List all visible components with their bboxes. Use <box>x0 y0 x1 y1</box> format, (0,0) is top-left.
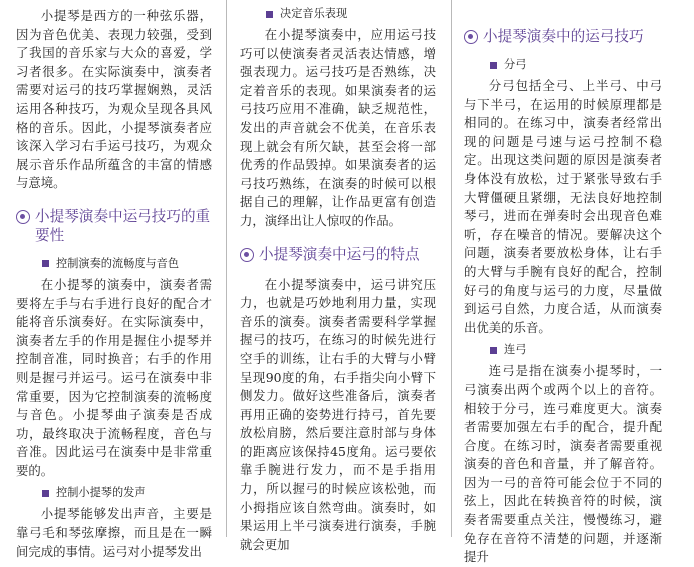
column-left <box>16 7 212 561</box>
column-middle <box>240 5 436 554</box>
intro-paragraph: 小提琴是西方的一种弦乐器，因为音色优美、表现力较强，受到了我国的音乐家与大众的喜爱，学习者很多。在实际演奏中，演奏者需要对运弓的技巧掌握娴熟，灵活运用各种技巧，为观众呈现各具风格的音乐。因此，小提琴演奏者应该深入学习右手运弓技巧，为观众展示音乐作品所蕴含的丰富的情感与意境。 <box>16 8 212 191</box>
square-bullet-icon <box>42 260 49 267</box>
square-bullet-icon <box>490 62 497 69</box>
section-heading <box>464 27 662 46</box>
body-paragraph: 小提琴能够发出声音，主要是靠弓毛和琴弦摩擦，而且是在一瞬间完成的事情。运弓对小提琴发出 <box>16 506 212 559</box>
body-paragraph: 在小提琴演奏中，运弓讲究压力，也就是巧妙地利用力量，实现音乐的演奏。演奏者需要科学掌握握弓的技巧，在练习的时候先进行空手的训练，让右手的大臂与小臂呈现90度的角，右手指尖向小臂下侧发力。做好这些准备后，演奏者再用正确的姿势进行持弓，首先要放松肩膀，然后要注意肘部与身体的距离应该保持45度角。运弓要依靠手腕进行发力，而不是手指用力，所以握弓的时候应该松弛，而小拇指应该自然弯曲。演奏时，如果运用上半弓演奏进行演奏，手腕就会更加 <box>240 276 436 552</box>
section-heading <box>240 245 436 264</box>
subheading-text: 控制小提琴的发声 <box>56 486 146 500</box>
subheading <box>42 484 212 502</box>
column-divider <box>226 0 227 537</box>
subheading <box>490 56 662 74</box>
subheading-text: 分弓 <box>504 58 527 71</box>
column-right <box>464 17 662 567</box>
subheading <box>490 341 662 359</box>
subheading <box>266 5 436 23</box>
column-divider <box>451 0 452 537</box>
bullet-circle-icon <box>16 210 30 224</box>
bullet-circle-icon <box>464 30 478 44</box>
square-bullet-icon <box>266 11 273 18</box>
subheading-text: 决定音乐表现 <box>280 7 348 20</box>
subheading-text: 连弓 <box>504 343 527 357</box>
body-paragraph: 连弓是指在演奏小提琴时，一弓演奏出两个或两个以上的音符。相较于分弓，连弓难度更大。演奏者需要加强左右手的配合，提升配合度。在练习时，演奏者需要重视演奏的音色和音量，并了解音符。因为一弓的音符可能会位于不同的弦上，因此在转换音符的时候，演奏者需要重点关注，慢慢练习，避免存在音符不清楚的问题，并逐渐提升 <box>464 363 662 565</box>
body-paragraph: 在小提琴演奏中，应用运弓技巧可以使演奏者灵活表达情感，增强表现力。运弓技巧是否熟练，决定着音乐的表现。如果演奏者的运弓技巧应用不准确，缺乏规范性，发出的声音就会不优美，在音乐表现上就会有所欠缺，甚至会将一部优秀的作品毁掉。如果演奏者的运弓技巧熟练，在演奏的时候可以根据自己的理解，让作品更富有创造力，演绎出让人惊叹的作品。 <box>240 27 436 228</box>
body-paragraph: 在小提琴的演奏中，演奏者需要将左手与右手进行良好的配合才能将音乐演奏好。在实际演奏中，演奏者左手的作用是握住小提琴并控制音准，同时换音；右手的作用则是握弓并运弓。运弓在演奏中非常重要，因为它控制演奏的流畅度与音色。小提琴曲子演奏是否成功，最终取决于流畅程度，音色与音准。因此运弓在演奏中是非常重要的。 <box>16 276 212 478</box>
section-title: 小提琴演奏中的运弓技巧 <box>483 28 644 45</box>
section-heading <box>16 207 212 245</box>
body-paragraph: 分弓包括全弓、上半弓、中弓与下半弓，在运用的时候原理都是相同的。在练习中，演奏者经常出现的问题是弓速与运弓控制不稳定。出现这类问题的原因是演奏者身体没有放松，过于紧张导致右手大臂僵硬且紧绷，无法良好地控制琴弓，进而在弹奏时会出现音色难听，存在噪音的情况。要解决这个问题，演奏者要放松身体，让右手的大臂与手腕有良好的配合，控制好弓的角度与运弓的力度，尽量做到运弓自然，力度合适，从而演奏出优美的乐音。 <box>464 78 662 335</box>
section-title: 小提琴演奏中运弓的特点 <box>259 245 420 263</box>
square-bullet-icon <box>42 490 49 497</box>
subheading <box>42 255 212 273</box>
bullet-circle-icon <box>240 248 254 262</box>
section-title: 小提琴演奏中运弓技巧的重要性 <box>35 207 211 244</box>
subheading-text: 控制演奏的流畅度与音色 <box>56 256 180 270</box>
square-bullet-icon <box>490 347 497 354</box>
